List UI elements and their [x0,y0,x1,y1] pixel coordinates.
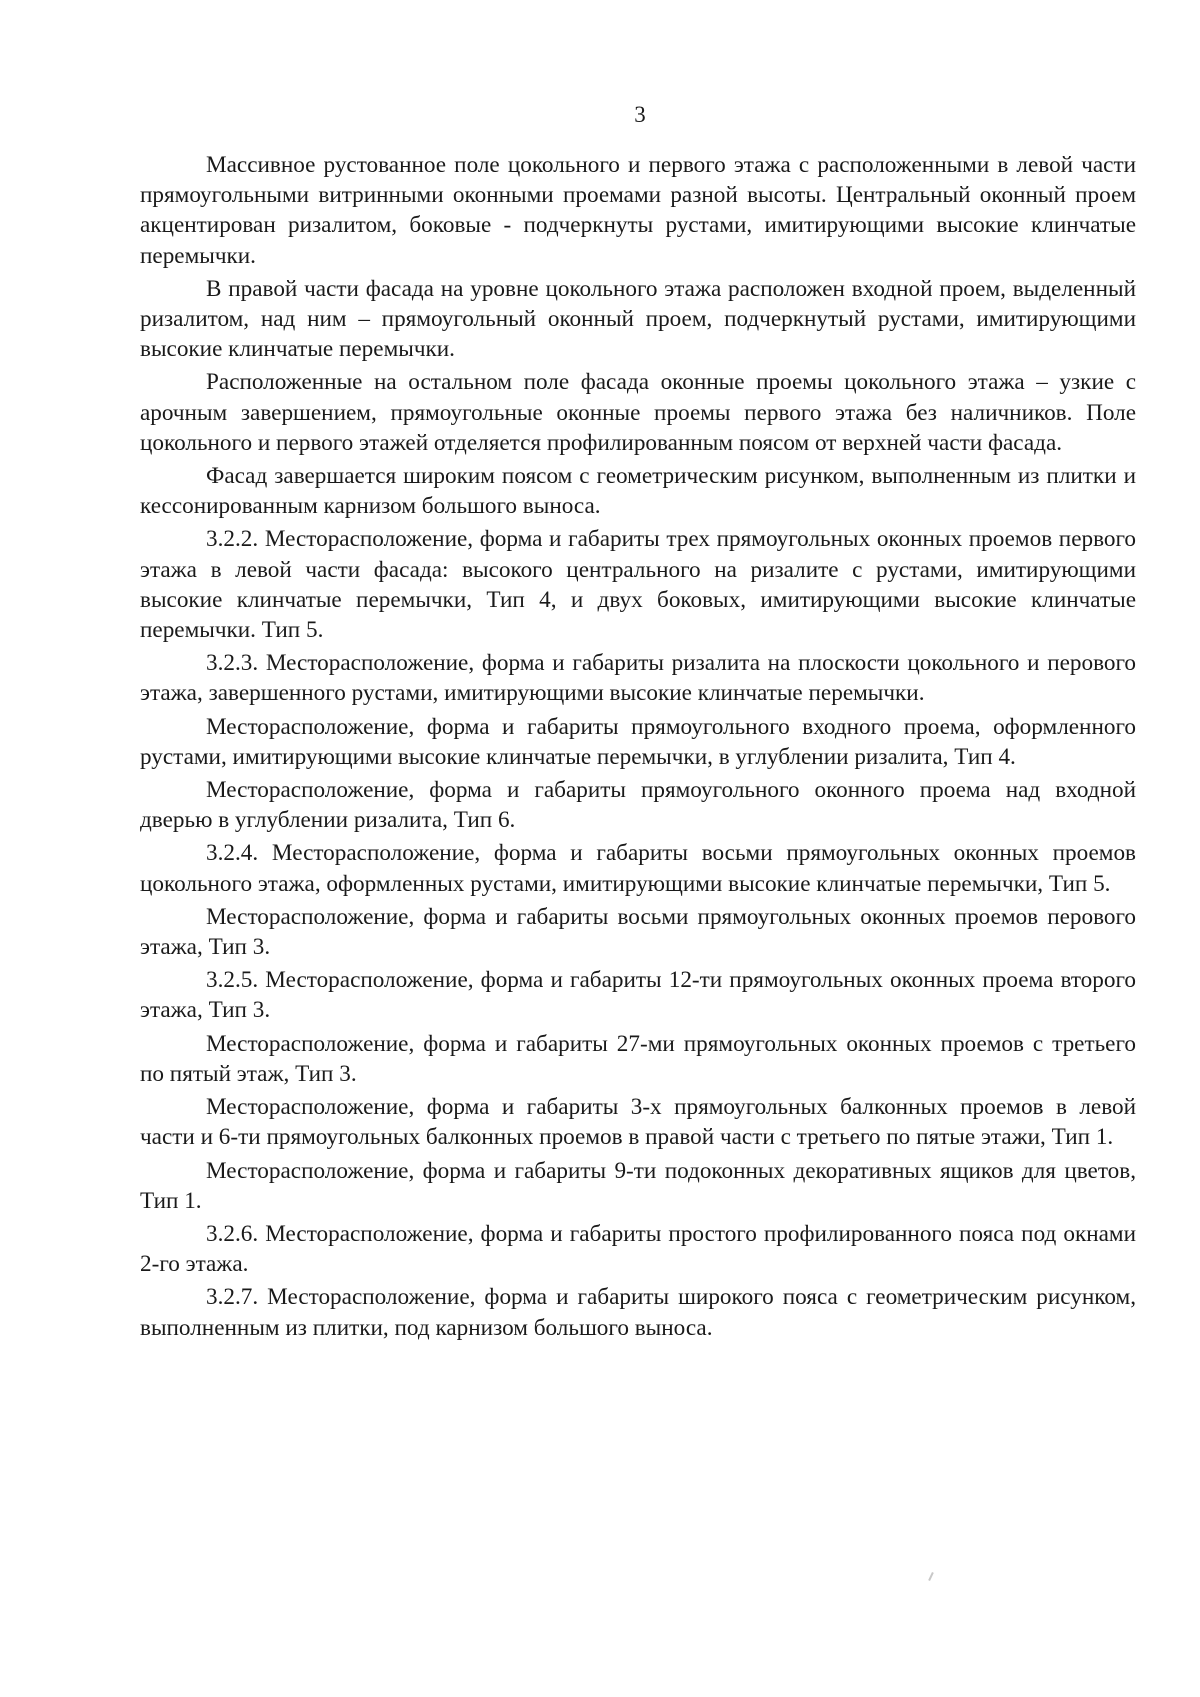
document-body [140,150,1136,1346]
paragraph-3-2-4: 3.2.4. Месторасположение, форма и габариты восьми прямоугольных оконных проемов цокольного этажа, оформленных рустами, имитирующими высокие клинчатые перемычки, Тип 5. [140,840,1136,897]
paragraph-window-over-door: Месторасположение, форма и габариты прямоугольного оконного проема над входной дверью в углублении ризалита, Тип 6. [140,777,1136,834]
paragraph-3-2-5: 3.2.5. Месторасположение, форма и габариты 12-ти прямоугольных оконных проема второго этажа, Тип 3. [140,967,1136,1024]
paragraph-3-2-6: 3.2.6. Месторасположение, форма и габариты простого профилированного пояса под окнами 2-го этажа. [140,1220,1136,1278]
paragraph-entrance-opening: Месторасположение, форма и габариты прямоугольного входного проема, оформленного рустами, имитирующими высокие клинчатые перемычки, в углублении ризалита, Тип 4. [140,713,1136,770]
paragraph-cornice: Фасад завершается широким поясом с геометрическим рисунком, выполненным из плитки и кессонированным карнизом большого выноса. [140,463,1136,520]
paragraph-facade-plinth: Массивное рустованное поле цокольного и первого этажа с расположенными в левой части прямоугольными витринными оконными проемами разной высоты. Центральный оконный проем акцентирован ризалитом, боковые - подчеркнуты рустами, имитирующими высокие клинчатые перемычки. [140,152,1136,269]
paragraph-first-floor-windows: Месторасположение, форма и габариты восьми прямоугольных оконных проемов перового этажа, Тип 3. [140,903,1136,961]
paragraph-window-openings: Расположенные на остальном поле фасада оконные проемы цокольного этажа – узкие с арочным завершением, прямоугольные оконные проемы первого этажа без наличников. Поле цокольного и первого этажей отделяется профилированным поясом от верхней части фасада. [140,369,1136,456]
scan-speck [928,1572,934,1581]
paragraph-3-2-7: 3.2.7. Месторасположение, форма и габариты широкого пояса с геометрическим рисунком, выполненным из плитки, под карнизом большого выноса. [140,1284,1136,1341]
paragraph-3-2-3: 3.2.3. Месторасположение, форма и габариты ризалита на плоскости цокольного и перового этажа, завершенного рустами, имитирующими высокие клинчатые перемычки. [140,650,1136,707]
paragraph-entrance: В правой части фасада на уровне цокольного этажа расположен входной проем, выделенный ризалитом, над ним – прямоугольный оконный проем, подчеркнутый рустами, имитирующими высокие клинчатые перемычки. [140,275,1136,363]
paragraph-flower-boxes: Месторасположение, форма и габариты 9-ти подоконных декоративных ящиков для цветов, Тип 1. [140,1157,1136,1214]
paragraph-3-2-2: 3.2.2. Месторасположение, форма и габариты трех прямоугольных оконных проемов первого этажа в левой части фасада: высокого центрального на ризалите с рустами, имитирующими высокие клинчатые перемычки, Тип 4, и двух боковых, имитирующими высокие клинчатые перемычки. Тип 5. [140,526,1136,644]
paragraph-third-fifth-windows: Месторасположение, форма и габариты 27-ми прямоугольных оконных проемов с третьего по пятый этаж, Тип 3. [140,1030,1136,1087]
page-number: 3 [634,102,646,127]
paragraph-balcony-openings: Месторасположение, форма и габариты 3-х прямоугольных балконных проемов в левой части и 6-ти прямоугольных балконных проемов в правой части с третьего по пятые этажи, Тип 1. [140,1094,1136,1151]
